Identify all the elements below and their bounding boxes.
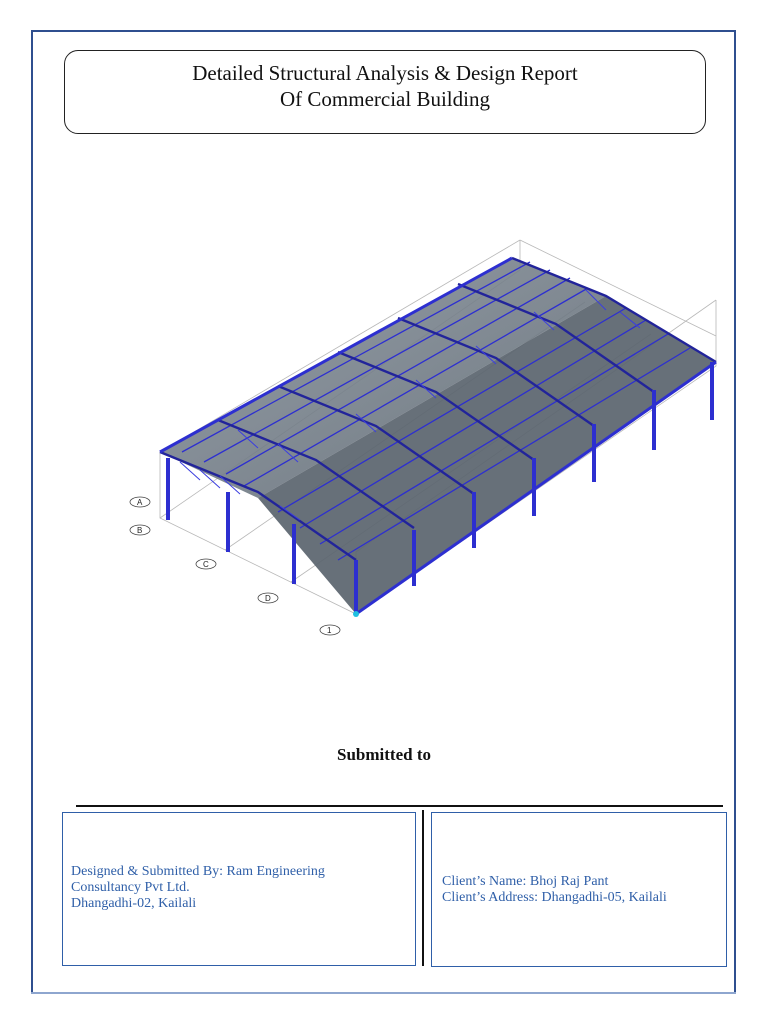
grid-label-1: 1 xyxy=(327,626,332,635)
grid-label-d: D xyxy=(265,594,271,603)
vertical-divider xyxy=(422,810,424,966)
grid-label-b: B xyxy=(137,526,143,535)
report-title-line-2: Of Commercial Building xyxy=(280,87,490,111)
title-box xyxy=(64,50,706,134)
client-address: Client’s Address: Dhangadhi-05, Kailali xyxy=(442,890,667,905)
structural-model-figure xyxy=(120,230,720,650)
grid-label-a: A xyxy=(137,498,143,507)
report-title-line-1: Detailed Structural Analysis & Design Report xyxy=(192,61,578,85)
client-name: Client’s Name: Bhoj Raj Pant xyxy=(442,874,609,889)
support-node xyxy=(353,611,359,617)
grid-label-c: C xyxy=(203,560,209,569)
designer-line-3: Dhangadhi-02, Kailali xyxy=(71,896,197,911)
client-box xyxy=(431,812,727,967)
bottom-rule xyxy=(31,992,736,994)
designer-line-2: Consultancy Pvt Ltd. xyxy=(71,880,190,895)
designer-box xyxy=(62,812,416,966)
designer-line-1: Designed & Submitted By: Ram Engineering xyxy=(71,864,325,879)
horizontal-divider xyxy=(76,805,723,807)
submitted-to-heading: Submitted to xyxy=(337,745,431,764)
